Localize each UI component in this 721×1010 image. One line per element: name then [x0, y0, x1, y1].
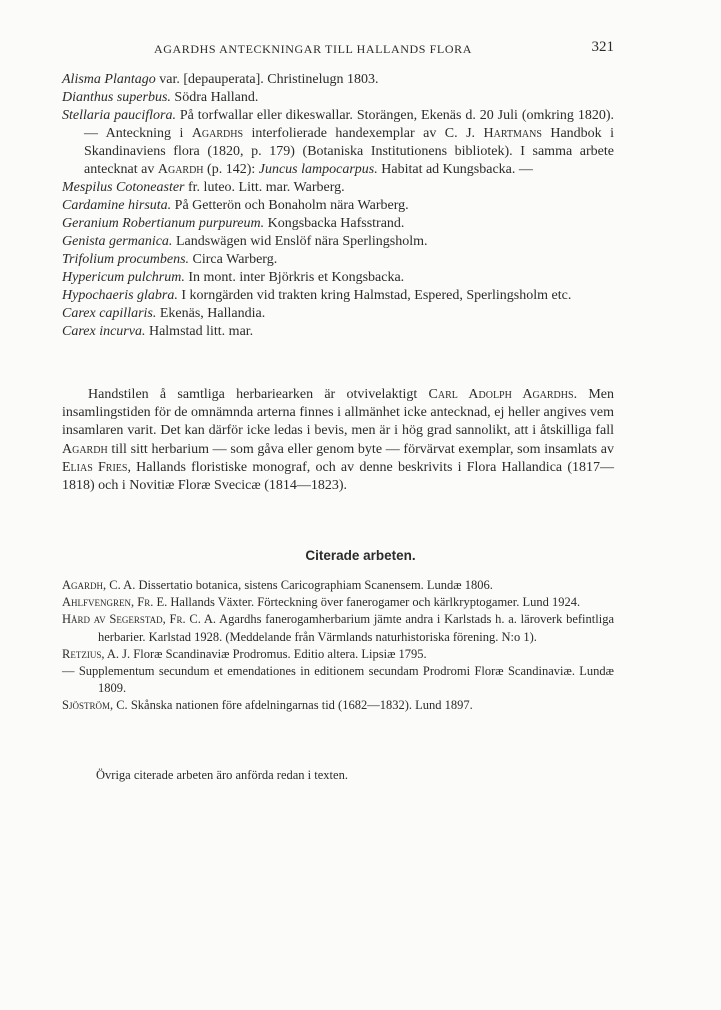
- reference-entry: [62, 577, 614, 594]
- species-name: Geranium Robertianum purpureum.: [62, 216, 265, 231]
- body-paragraph: [62, 386, 614, 495]
- reference-entry: [62, 663, 614, 697]
- species-name: Dianthus superbus.: [62, 90, 171, 105]
- species-text: Circa Warberg.: [189, 252, 278, 267]
- species-name: Trifolium procumbens.: [62, 252, 190, 267]
- reference-author: Ahlfvengren, Fr. E.: [62, 595, 168, 610]
- species-entry: [62, 233, 614, 251]
- species-text: Ekenäs, Hallandia.: [156, 306, 266, 321]
- species-name: Juncus lampocarpus.: [258, 162, 378, 177]
- species-entry: [62, 179, 614, 197]
- author-name: Agardhs: [191, 126, 244, 141]
- closing-note: Övriga citerade arbeten äro anförda redan i texten.: [96, 768, 348, 782]
- paragraph-text: , Hallands floristiske monograf, och av denne beskrivits i Flora Hallandica (1817—1818) och i Novitiæ Floræ Svecicæ (1814—1823).: [62, 459, 614, 494]
- species-name: Hypericum pulchrum.: [62, 270, 185, 285]
- species-text: Kongsbacka Hafsstrand.: [264, 216, 405, 231]
- reference-text: Hallands Växter. Förteckning över fanerogamer och kärlkryptogamer. Lund 1924.: [167, 595, 581, 610]
- species-entry: [62, 89, 614, 107]
- page-number: 321: [591, 39, 614, 55]
- species-text: In mont. inter Björkris et Kongsbacka.: [184, 270, 405, 285]
- species-name: Hypochaeris glabra.: [62, 288, 178, 303]
- species-text: fr. luteo. Litt. mar. Warberg.: [184, 180, 345, 195]
- species-entry: [62, 215, 614, 233]
- species-text: Halmstad litt. mar.: [145, 324, 254, 339]
- species-name: Genista germanica.: [62, 234, 173, 249]
- paragraph-text: till sitt herbarium — som gåva eller genom byte — förvärvat exemplar, som insamlats av: [107, 441, 614, 457]
- page-header: [62, 38, 614, 58]
- species-name: Stellaria pauciflora.: [62, 108, 176, 123]
- paragraph-text: Handstilen å samtliga herbariearken är otvivelaktigt: [88, 387, 429, 402]
- reference-dash: —: [62, 664, 75, 679]
- species-text: Södra Halland.: [170, 90, 259, 105]
- author-name: Hartmans: [483, 126, 542, 141]
- species-entry: [62, 251, 614, 269]
- species-text: var. [depauperata]. Christinelugn 1803.: [155, 72, 379, 87]
- reference-author: Retzius, A. J.: [62, 646, 131, 661]
- species-name: Carex capillaris.: [62, 306, 157, 321]
- section-heading: Citerade arbeten.: [305, 548, 416, 563]
- reference-author: Sjöström, C.: [62, 698, 128, 713]
- reference-entry: [62, 646, 614, 663]
- reference-text: Supplementum secundum et emendationes in editionem secundam Prodromi Floræ Scandinaviæ. Lundæ 1809.: [74, 664, 614, 696]
- reference-author: Hård av Segerstad, Fr. C. A.: [62, 612, 217, 627]
- species-text: (p. 142):: [203, 162, 259, 177]
- species-list: [62, 71, 614, 341]
- reference-text: Floræ Scandinaviæ Prodromus. Editio altera. Lipsiæ 1795.: [130, 646, 427, 661]
- reference-entry: [62, 697, 614, 714]
- species-text: Handbok i Skandinaviens flora (1820, p. 179) (Botaniska Institutionens bibliotek). I samma arbete antecknat av: [84, 126, 615, 177]
- species-text: interfolierade handexemplar av C. J.: [243, 126, 484, 141]
- species-name: Cardamine hirsuta.: [62, 198, 172, 213]
- species-entry: [62, 71, 614, 89]
- species-entry: [62, 197, 614, 215]
- species-text: I korngärden vid trakten kring Halmstad, Espered, Sperlingsholm etc.: [177, 288, 572, 303]
- species-entry: [62, 305, 614, 323]
- species-entry: [62, 107, 614, 179]
- running-head: AGARDHS ANTECKNINGAR TILL HALLANDS FLORA: [154, 42, 472, 56]
- species-entry: [62, 269, 614, 287]
- species-entry: [62, 323, 614, 341]
- reference-text: Skånska nationen före afdelningarnas tid (1682—1832). Lund 1897.: [127, 698, 473, 713]
- author-name: Elias Fries: [62, 459, 128, 475]
- species-text: Habitat ad Kungsbacka. —: [377, 162, 533, 177]
- author-name: Agardh: [62, 441, 108, 457]
- species-name: Mespilus Cotoneaster: [62, 180, 185, 195]
- species-text: På Getterön och Bonaholm nära Warberg.: [171, 198, 409, 213]
- author-name: Agardh: [157, 162, 204, 177]
- paragraph-text: . Men insamlingstiden för de omnämnda arterna finnes i allmänhet icke antecknad, ej heller angives vem insamlaren varit. Det kan därför icke ledas i bevis, men är i hög grad sannolikt, att i åtskilliga fall: [62, 387, 614, 439]
- reference-entry: [62, 594, 614, 611]
- species-name: Carex incurva.: [62, 324, 146, 339]
- reference-entry: [62, 611, 614, 645]
- reference-text: Dissertatio botanica, sistens Caricographiam Scanensem. Lundæ 1806.: [135, 578, 493, 592]
- species-text: Landswägen wid Enslöf nära Sperlingsholm.: [172, 234, 428, 249]
- author-name: Carl Adolph Agardhs: [428, 387, 574, 402]
- species-name: Alisma Plantago: [62, 72, 156, 87]
- reference-text: Agardhs fanerogamherbarium jämte andra i Karlstads h. a. läroverk befintliga herbarier. Karlstad 1928. (Meddelande från Värmlands naturhistoriska förening. N:o 1).: [98, 612, 614, 644]
- species-text: På torfwallar eller dikeswallar. Storängen, Ekenäs d. 20 Juli (omkring 1820). — Anteckning i: [84, 108, 614, 141]
- reference-author: Agardh, C. A.: [62, 578, 136, 592]
- species-entry: [62, 287, 614, 305]
- reference-list: [62, 577, 614, 715]
